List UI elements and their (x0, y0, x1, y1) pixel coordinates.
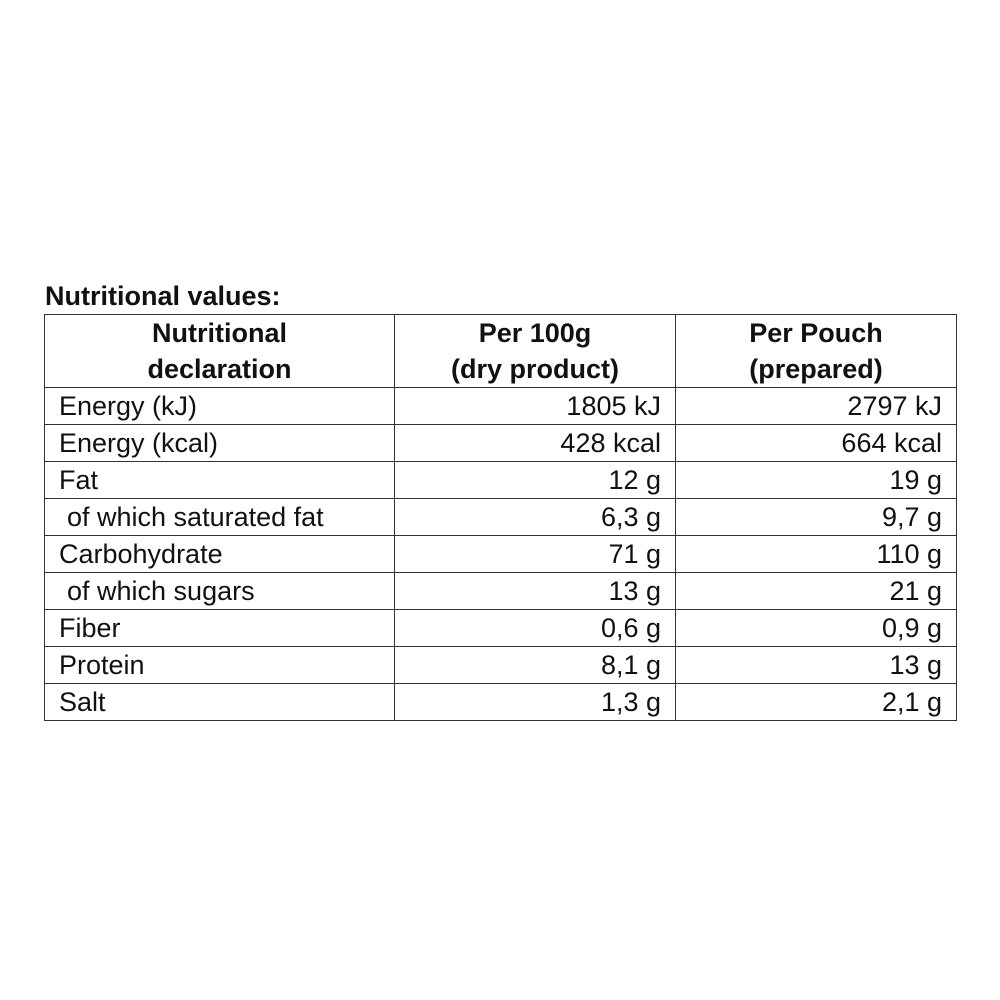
value-per-100g: 13 g (395, 573, 676, 610)
nutrient-name: Carbohydrate (45, 536, 395, 573)
value-per-pouch: 0,9 g (676, 610, 957, 647)
nutrient-name: Fiber (45, 610, 395, 647)
value-per-100g: 71 g (395, 536, 676, 573)
header-row (45, 315, 957, 388)
value-per-pouch: 19 g (676, 462, 957, 499)
value-per-100g: 12 g (395, 462, 676, 499)
header-per-pouch (676, 315, 957, 388)
header-line: (prepared) (749, 354, 883, 384)
value-per-100g: 0,6 g (395, 610, 676, 647)
nutrition-table (44, 314, 957, 721)
table-row (45, 536, 957, 573)
header-per-100g (395, 315, 676, 388)
value-per-pouch: 13 g (676, 647, 957, 684)
table-row (45, 573, 957, 610)
header-nutritional-declaration (45, 315, 395, 388)
value-per-100g: 1,3 g (395, 684, 676, 721)
table-row (45, 462, 957, 499)
value-per-100g: 428 kcal (395, 425, 676, 462)
nutrient-name: Energy (kJ) (45, 388, 395, 425)
nutrient-subname: of which sugars (45, 573, 395, 610)
table-row (45, 388, 957, 425)
header-line: declaration (147, 354, 292, 384)
value-per-pouch: 21 g (676, 573, 957, 610)
value-per-100g: 8,1 g (395, 647, 676, 684)
table-row (45, 425, 957, 462)
nutrient-name: Protein (45, 647, 395, 684)
value-per-pouch: 2797 kJ (676, 388, 957, 425)
value-per-pouch: 9,7 g (676, 499, 957, 536)
table-caption: Nutritional values: (45, 281, 281, 311)
value-per-100g: 1805 kJ (395, 388, 676, 425)
nutrient-name: Fat (45, 462, 395, 499)
table-row (45, 610, 957, 647)
value-per-pouch: 2,1 g (676, 684, 957, 721)
header-line: Nutritional (152, 318, 287, 348)
header-line: Per Pouch (749, 318, 883, 348)
header-line: (dry product) (451, 354, 619, 384)
nutrient-name: Salt (45, 684, 395, 721)
table-row (45, 647, 957, 684)
nutrient-name: Energy (kcal) (45, 425, 395, 462)
value-per-100g: 6,3 g (395, 499, 676, 536)
nutrient-subname: of which saturated fat (45, 499, 395, 536)
value-per-pouch: 664 kcal (676, 425, 957, 462)
value-per-pouch: 110 g (676, 536, 957, 573)
table-row (45, 499, 957, 536)
header-line: Per 100g (478, 318, 592, 348)
table-row (45, 684, 957, 721)
